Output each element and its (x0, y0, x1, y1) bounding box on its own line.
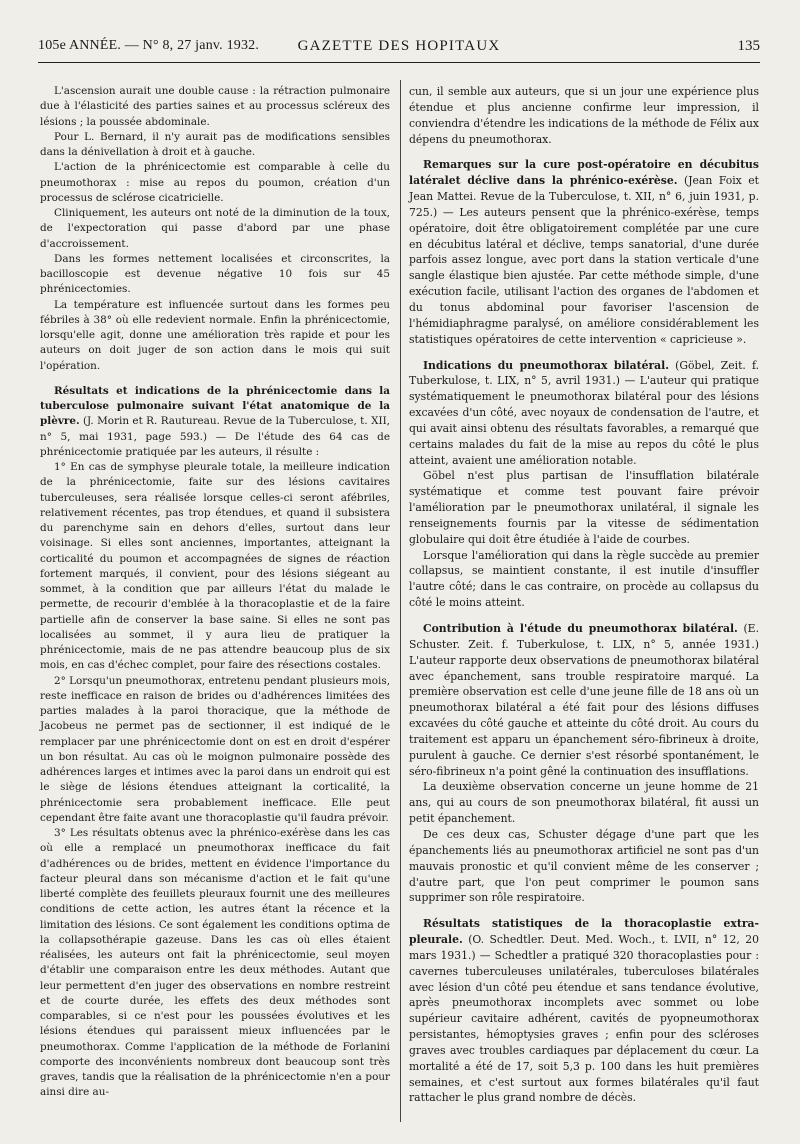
article-body: — Schedtler a pratiqué 320 thoracoplasties pour : cavernes tuberculeuses unilatérales, tuberculoses bilatérales avec lésion d'un côté peu étendue et sans tendance évolutive, après pneumothorax incomplets avec sommet ou lobe supérieur cavitaire adhérent, cavités de pyopneumothorax persistantes, hémoptysies graves ; enfin pour des scléroses graves avec troubles cardiaques par déplacement du cœur. La mortalité a été de 17, soit 5,3 p. 100 dans les huit premières semaines, et c'est surtout aux formes bilatérales qu'il faut rattacher le plus grand nombre de décès. (409, 948, 760, 1105)
article-reference: (E. Schuster. Zeit. f. Tuberkulose, t. LIX, n° 5, année 1931.) (409, 622, 759, 651)
paragraph: Pour L. Bernard, il n'y aurait pas de modifications sensibles dans la dénivellation à droit et à gauche. (40, 130, 390, 158)
article-reference: (J. Morin et R. Rautureau. Revue de la Tuberculose, t. XII, n° 5, mai 1931, page 593.) (40, 415, 390, 443)
article-reference: (O. Schedtler. Deut. Med. Woch., t. LVII, n° 12, 20 mars 1931.) (409, 933, 759, 962)
article-title: Résultats et indications de la phrénicectomie dans la tuberculose pulmonaire suivant l'état anatomique de la plèvre. (40, 384, 390, 428)
issue-info: 105e ANNÉE. — N° 8, 27 janv. 1932. (38, 38, 260, 53)
paragraph: L'action de la phrénicectomie est comparable à celle du pneumothorax : mise au repos du poumon, création d'un processus de sclérose cicatricielle. (40, 161, 390, 204)
paragraph: La température est influencée surtout dans les formes peu fébriles à 38° où elle redevient normale. Enfin la phrénicectomie, lorsqu'elle agit, donne une amélioration très rapide et pour les auteurs on doit juger de son action dans le mois qui suit l'opération. (40, 298, 390, 372)
paragraph: Dans les formes nettement localisées et circonscrites, la bacilloscopie est devenue négative 10 fois sur 45 phrénicectomies. (40, 252, 390, 296)
right-column (409, 84, 759, 1106)
paragraph: L'ascension aurait une double cause : la rétraction pulmonaire due à l'élasticité des parties saines et au processus scléreux des lésions ; la poussée abdominale. (40, 85, 390, 128)
article-schedtler (409, 916, 759, 1106)
article-body: L'auteur rapporte deux observations de pneumothorax bilatéral avec épanchement, sans trouble respiratoire marqué. La première observation est celle d'une jeune fille de 18 ans où un pneumothorax bilatéral a été fait pour des lésions diffuses excavées du côté gauche et atteinte du côté droit. Au cours du traitement est apparu un épanchement séro-fibrineux à droite, purulent à gauche. Ce dernier s'est résorbé spontanément, le séro-fibrineux n'a point gêné la continuation des insufflations. (409, 653, 759, 778)
article-morin (40, 384, 390, 460)
article-schuster (409, 621, 759, 779)
article-reference: (Jean Foix et Jean Mattei. Revue de la Tuberculose, t. XII, n° 6, juin 1931, p. 725.) (409, 174, 759, 219)
page-number: 135 (737, 38, 760, 54)
journal-title: GAZETTE DES HOPITAUX (297, 38, 501, 54)
article-foix (409, 157, 759, 347)
header-rule (38, 62, 760, 63)
paragraph: Lorsque l'amélioration qui dans la règle succède au premier collapsus, se maintient constante, il est inutile d'insuffler l'autre côté; dans le cas contraire, on procède au collapsus du côté le moins atteint. (409, 548, 759, 610)
article-title: Indications du pneumothorax bilatéral. (423, 358, 670, 372)
paragraph: 3° Les résultats obtenus avec la phrénico-exérèse dans les cas où elle a remplacé un pneumothorax inefficace du fait d'adhérences ou de brides, mettent en évidence l'importance du facteur pleural dans son mécanisme d'action et le fait qu'une liberté complète des feuillets pleuraux fournit une des meilleures conditions de cette action, les autres étant la récence et la limitation des lésions. Ce sont également les conditions optima de la collapsothérapie gazeuse. Dans les cas où elles étaient réalisées, les auteurs ont fait la phrénicectomie, seul moyen d'établir une comparaison entre les deux méthodes. Autant que leur permettent d'en juger des observations en nombre restreint et de courte durée, les effets des deux méthodes sont comparables, si ce n'est pour les poussées évolutives et les lésions étendues qui paraissent mieux influencées par le pneumothorax. Comme l'application de la méthode de Forlanini comporte des inconvénients nombreux dont beaucoup sont très graves, tandis que la réalisation de la phrénicectomie n'en a pour ainsi dire au- (40, 827, 390, 1099)
paragraph: La deuxième observation concerne un jeune homme de 21 ans, qui au cours de son pneumothorax bilatéral, fit aussi un petit épanchement. (409, 780, 759, 826)
paragraph: 1° En cas de symphyse pleurale totale, la meilleure indication de la phrénicectomie, faite sur des lésions cavitaires tuberculeuses, sera réalisée lorsque celles-ci seront afébriles, relativement récentes, pas trop étendues, et quand il subsistera du parenchyme sain en dehors d'elles, surtout dans leur voisinage. Si elles sont anciennes, importantes, atteignant la corticalité du poumon et accompagnées de signes de réaction fortement marqués, il convient, pour des lésions siégeant au sommet, à la condition que par ailleurs l'état du malade le permette, de recourir d'emblée à la thoracoplastie et de la faire partielle afin de conserver la base saine. Si elles ne sont pas localisées au sommet, il y aura lieu de pratiquer la phrénicectomie, mais de ne pas attendre beaucoup plus de six mois, en cas d'échec complet, pour faire des résections costales. (40, 461, 390, 672)
article-title: Contribution à l'étude du pneumothorax bilatéral. (423, 622, 738, 635)
page-header (38, 38, 760, 60)
article-gobel (409, 358, 759, 469)
article-body: — De l'étude des 64 cas de phrénicectomie pratiquée par les auteurs, il résulte : (40, 430, 390, 458)
article-reference: (Göbel, Zeit. f. Tuberkulose, t. LIX, n° 5, avril 1931.) (409, 358, 759, 388)
paragraph: cun, il semble aux auteurs, que si un jour une expérience plus étendue et plus ancienne confirme leur impression, il conviendra d'étendre les indications de la méthode de Félix aux dépens du pneumothorax. (409, 85, 759, 146)
paragraph: 2° Lorsqu'un pneumothorax, entretenu pendant plusieurs mois, reste inefficace en raison de brides ou d'adhérences limitées des parties malades à la paroi thoracique, que la méthode de Jacobeus ne permet pas de sectionner, il est indiqué de le remplacer par une phrénicectomie dont on est en droit d'espérer un bon résultat. Au cas où le moignon pulmonaire possède des adhérences larges et intimes avec la paroi dans un endroit qui est le siège de lésions étendues atteignant la corticalité, la phrénicectomie sera probablement inefficace. Elle peut cependant être faite avant une thoracoplastie qu'il faudra prévoir. (40, 674, 390, 824)
article-title: Remarques sur la cure post-opératoire en décubitus latéralet déclive dans la phrénico-exérèse. (409, 158, 759, 188)
column-divider (400, 80, 401, 1122)
paragraph: De ces deux cas, Schuster dégage d'une part que les épanchements liés au pneumothorax artificiel ne sont pas d'un mauvais pronostic et qu'il convient même de les conserver ; d'autre part, que l'on peut comprimer le poumon sans supprimer son rôle respiratoire. (409, 827, 759, 905)
article-title: Résultats statistiques de la thoracoplastie extra-pleurale. (409, 917, 759, 947)
article-body: — L'auteur qui pratique systématiquement le pneumothorax bilatéral pour des lésions excavées d'un côté, avec noyaux de condensation de l'autre, et qui avait ainsi obtenu des résultats favorables, a remarqué que certains malades du fait de la mise au repos du côté le plus atteint, avaient une amélioration notable. (409, 374, 759, 467)
article-body: — Les auteurs pensent que la phrénico-exérèse, temps opératoire, doit être obligatoirement complétée par une cure en décubitus latéral et déclive, temps sanatorial, d'une durée parfois assez longue, avec port dans la station verticale d'une sangle élastique bien ajustée. Par cette méthode simple, d'une exécution facile, utilisant l'action des organes de l'abdomen et du tonus abdominal pour favoriser l'ascension de l'hémidiaphragme paralysé, on améliore considérablement les statistiques opératoires de cette intervention « capricieuse ». (409, 205, 759, 346)
paragraph: Göbel n'est plus partisan de l'insufflation bilatérale systématique et comme test pouvant faire prévoir l'amélioration par le pneumothorax unilatéral, il signale les renseignements fournis par la vitesse de sédimentation globulaire qui doit être étudiée à l'aide de courbes. (409, 469, 759, 546)
paragraph: Cliniquement, les auteurs ont noté de la diminution de la toux, de l'expectoration qui passe d'abord par une phase d'accroissement. (40, 207, 390, 250)
left-column (40, 84, 390, 1101)
